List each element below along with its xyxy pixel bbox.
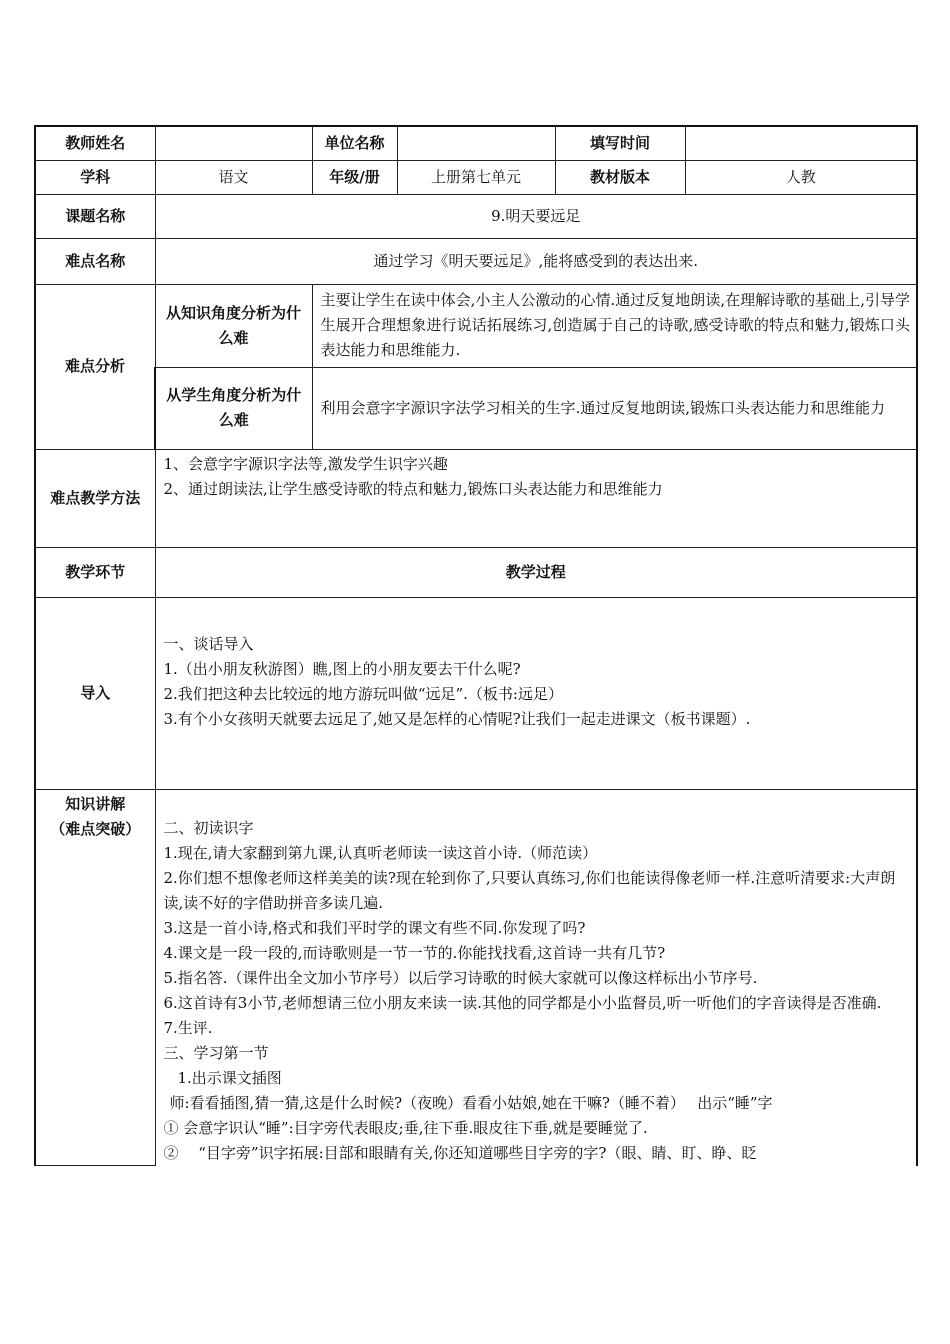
method-row xyxy=(35,449,917,547)
analysis-label: 难点分析 xyxy=(35,284,155,449)
process-header-label: 教学过程 xyxy=(155,547,917,597)
intro-line-4: 3.有个小女孩明天就要去远足了,她又是怎样的心情呢?让我们一起走进课文（板书课题）. xyxy=(163,709,751,728)
knowledge-label-line-1: 知识讲解 xyxy=(65,794,126,813)
subject-value: 语文 xyxy=(155,160,312,194)
knowledge-content xyxy=(155,789,917,1166)
edition-value: 人教 xyxy=(685,160,917,194)
knowledge-line-1: 二、初读识字 xyxy=(163,818,254,837)
header-row-1 xyxy=(35,126,917,160)
intro-line-2: 1.（出小朋友秋游图）瞧,图上的小朋友要去干什么呢? xyxy=(163,659,521,678)
method-line-2: 2、通过朗读法,让学生感受诗歌的特点和魅力,锻炼口头表达能力和思维能力 xyxy=(163,479,663,498)
knowledge-line-12: ① 会意字识认“睡”:目字旁代表眼皮;垂,往下垂.眼皮往下垂,就是要睡觉了. xyxy=(163,1118,648,1137)
stage-header-label: 教学环节 xyxy=(35,547,155,597)
edition-label: 教材版本 xyxy=(555,160,685,194)
topic-label: 课题名称 xyxy=(35,194,155,238)
teacher-name-label: 教师姓名 xyxy=(35,126,155,160)
knowledge-line-6: 5.指名答.（课件出全文加小节序号）以后学习诗歌的时候大家就可以像这样标出小节序号. xyxy=(163,968,758,987)
analysis-row-knowledge xyxy=(35,284,917,367)
process-header-row xyxy=(35,547,917,597)
knowledge-line-3: 2.你们想不想像老师这样美美的读?现在轮到你了,只要认真练习,你们也能读得像老师一样.注意听清要求:大声朗读,读不好的字借助拼音多读几遍. xyxy=(163,868,896,912)
unit-name-label: 单位名称 xyxy=(312,126,397,160)
difficulty-value: 通过学习《明天要远足》,能将感受到的表达出来. xyxy=(155,238,917,284)
knowledge-line-5: 4.课文是一段一段的,而诗歌则是一节一节的.你能找找看,这首诗一共有几节? xyxy=(163,943,666,962)
knowledge-angle-label: 从知识角度分析为什么难 xyxy=(155,284,312,367)
unit-name-value xyxy=(397,126,555,160)
header-row-2 xyxy=(35,160,917,194)
knowledge-line-4: 3.这是一首小诗,格式和我们平时学的课文有些不同.你发现了吗? xyxy=(163,918,586,937)
knowledge-line-10: 1.出示课文插图 xyxy=(177,1068,282,1087)
knowledge-line-7: 6.这首诗有3小节,老师想请三位小朋友来读一读.其他的同学都是小小监督员,听一听他们的字音读得是否准确. xyxy=(163,993,882,1012)
intro-line-1: 一、谈话导入 xyxy=(163,634,254,653)
intro-row xyxy=(35,597,917,789)
method-label: 难点教学方法 xyxy=(35,449,155,547)
intro-line-3: 2.我们把这种去比较远的地方游玩叫做“远足”.（板书:远足） xyxy=(163,684,563,703)
knowledge-line-2: 1.现在,请大家翻到第九课,认真听老师读一读这首小诗.（师范读） xyxy=(163,843,598,862)
knowledge-angle-text: 主要让学生在读中体会,小主人公激动的心情.通过反复地朗读,在理解诗歌的基础上,引导学生展开合理想象进行说话拓展练习,创造属于自己的诗歌,感受诗歌的特点和魅力,锻炼口头表达能力和思维能力. xyxy=(312,284,917,367)
knowledge-line-11: 师:看看插图,猜一猜,这是什么时候?（夜晚）看看小姑娘,她在干嘛?（睡不着） 出示“睡”字 xyxy=(169,1093,773,1112)
topic-value: 9.明天要远足 xyxy=(155,194,917,238)
knowledge-row xyxy=(35,789,917,1166)
fill-date-value xyxy=(685,126,917,160)
knowledge-line-8: 7.生评. xyxy=(163,1018,213,1037)
fill-date-label: 填写时间 xyxy=(555,126,685,160)
topic-row xyxy=(35,194,917,238)
knowledge-line-13: ② “目字旁”识字拓展:目部和眼睛有关,你还知道哪些目字旁的字?（眼、睛、盯、睁、眨 xyxy=(163,1143,757,1162)
teacher-name-value xyxy=(155,126,312,160)
analysis-row-student xyxy=(35,367,917,449)
lesson-plan-table xyxy=(34,125,918,1166)
knowledge-label-cell xyxy=(35,789,155,1166)
knowledge-line-9: 三、学习第一节 xyxy=(163,1043,269,1062)
knowledge-label-line-2: （难点突破） xyxy=(50,819,141,838)
grade-label: 年级/册 xyxy=(312,160,397,194)
method-line-1: 1、会意字字源识字法等,激发学生识字兴趣 xyxy=(163,454,448,473)
difficulty-label: 难点名称 xyxy=(35,238,155,284)
grade-value: 上册第七单元 xyxy=(397,160,555,194)
intro-content xyxy=(155,597,917,789)
method-content xyxy=(155,449,917,547)
student-angle-label: 从学生角度分析为什么难 xyxy=(155,367,312,449)
difficulty-row xyxy=(35,238,917,284)
intro-label: 导入 xyxy=(35,597,155,789)
student-angle-text: 利用会意字字源识字法学习相关的生字.通过反复地朗读,锻炼口头表达能力和思维能力 xyxy=(312,367,917,449)
subject-label: 学科 xyxy=(35,160,155,194)
